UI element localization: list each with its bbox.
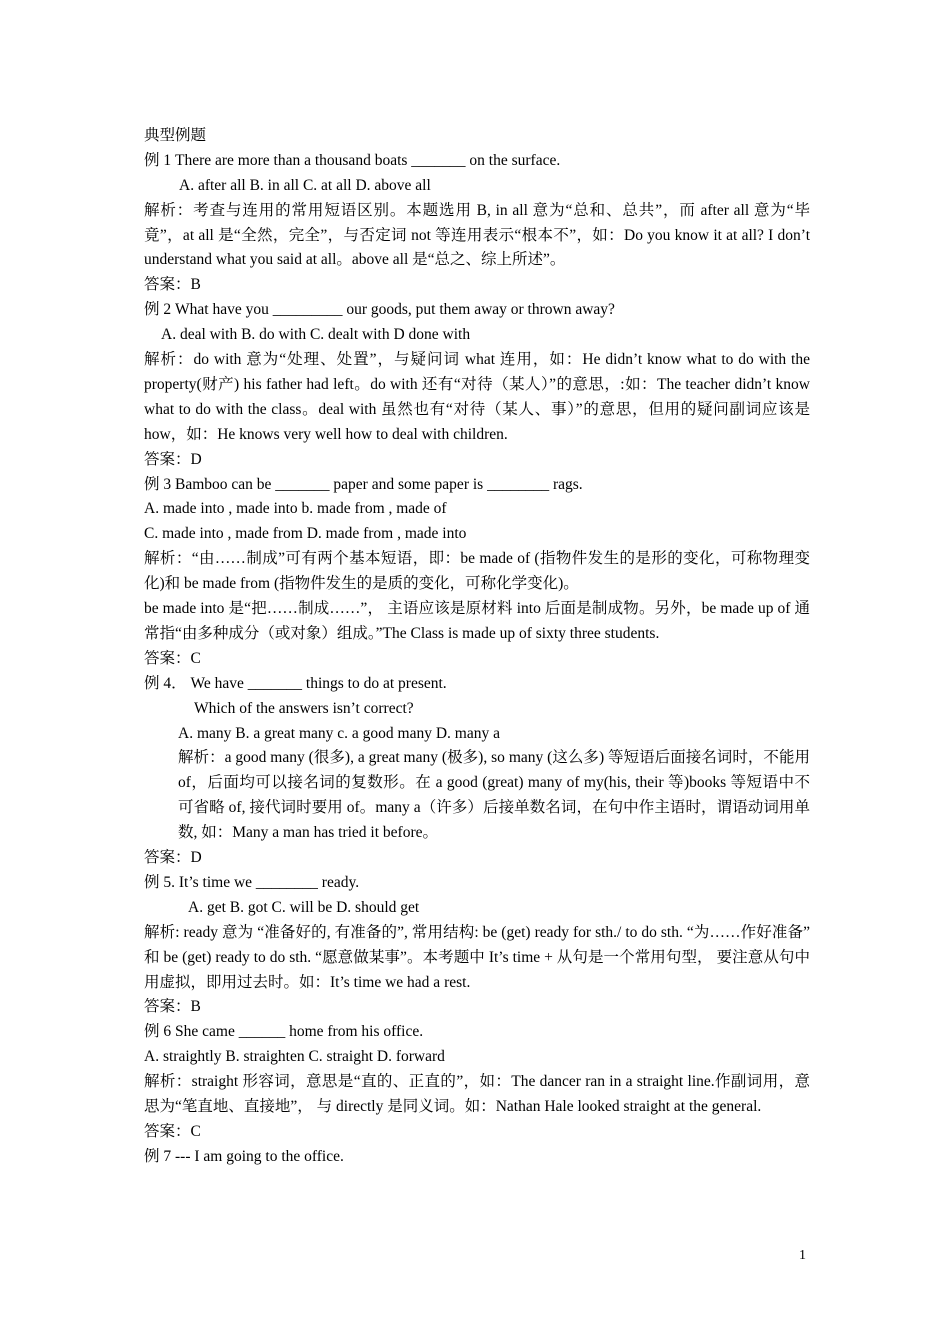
example-1-answer: 答案：B bbox=[144, 276, 201, 294]
example-5-answer: 答案：B bbox=[144, 998, 201, 1016]
example-7-question: 例 7 --- I am going to the office. bbox=[144, 1147, 344, 1165]
example-2-analysis: 解析：do with 意为“处理、处置”，与疑问词 what 连用，如：He didn’t know what to do with the property(财产) his father had left。do with 还有“对待（某人）”的意思，:如：The teacher didn’t know what to do with the class。deal with 虽然也有“对待（某人、事）”的意思，但用的疑问副词应该是 how，如：He knows very well how to deal with children. bbox=[144, 351, 810, 443]
example-2-answer: 答案：D bbox=[144, 450, 202, 468]
example-6-answer: 答案：C bbox=[144, 1122, 201, 1140]
section-heading: 典型例题 bbox=[144, 127, 207, 144]
example-5-options: A. get B. got C. will be D. should get bbox=[188, 898, 420, 916]
example-3-options-line-2: C. made into , made from D. made from , made into bbox=[144, 525, 467, 543]
example-2-question: 例 2 What have you _________ our goods, put them away or thrown away? bbox=[144, 301, 615, 319]
example-1-analysis: 解析：考查与连用的常用短语区别。本题选用 B, in all 意为“总和、总共”，而 after all 意为“毕竟”，at all 是“全然，完全”，与否定词 not 等连用表示“根本不”，如：Do you know it at all? I don’t understand what you said at all。above all 是“总之、综上所述”。 bbox=[144, 201, 810, 269]
example-6-question: 例 6 She came ______ home from his office. bbox=[144, 1023, 424, 1041]
example-5-question: 例 5. It’s time we ________ ready. bbox=[144, 873, 360, 891]
example-4-analysis: 解析：a good many (很多), a great many (极多), so many (这么多) 等短语后面接名词时，不能用 of，后面均可以接名词的复数形。在 a good (great) many of my(his, their 等)books 等短语中不可省略 of, 接代词时要用 of。many a（许多）后接单数名词，在句中作主语时，谓语动词用单数, 如：Many a man has tried it before。 bbox=[178, 749, 810, 842]
example-4-sub-question: Which of the answers isn’t correct? bbox=[194, 699, 414, 717]
example-6-analysis: 解析：straight 形容词，意思是“直的、正直的”，如：The dancer ran in a straight line.作副词用，意思为“笔直地、直接地”， 与 directly 是同义词。如：Nathan Hale looked straight at the general. bbox=[144, 1073, 810, 1116]
example-1-question: 例 1 There are more than a thousand boats _______ on the surface. bbox=[144, 151, 561, 169]
example-3-question: 例 3 Bamboo can be _______ paper and some paper is ________ rags. bbox=[144, 475, 583, 493]
example-5-analysis: 解析: ready 意为 “准备好的, 有准备的”, 常用结构: be (get) ready for sth./ to do sth. “为……作好准备” 和 be (get) ready to do sth. “愿意做某事”。本考题中 It’s time + 从句是一个常用句型， 要注意从句中用虚拟，即用过去时。如：It’s time we had a rest. bbox=[144, 923, 810, 991]
example-3-answer: 答案：C bbox=[144, 649, 201, 667]
example-3-analysis-1: 解析：“由……制成”可有两个基本短语，即：be made of (指物件发生的是形的变化，可称物理变化)和 be made from (指物件发生的是质的变化，可称化学变化)。 bbox=[144, 550, 810, 593]
example-6-options: A. straightly B. straighten C. straight D. forward bbox=[144, 1048, 445, 1066]
example-4-options: A. many B. a great many c. a good many D. many a bbox=[178, 724, 500, 742]
example-4-answer: 答案：D bbox=[144, 849, 202, 867]
example-3-analysis-2: be made into 是“把……制成……”， 主语应该是原材料 into 后面是制成物。另外，be made up of 通常指“由多种成分（或对象）组成。”The Class is made up of sixty three students. bbox=[144, 600, 810, 642]
example-3-options-line-1: A. made into , made into b. made from , made of bbox=[144, 500, 447, 518]
page-number: 1 bbox=[799, 1248, 806, 1263]
example-2-options: A. deal with B. do with C. dealt with D done with bbox=[161, 326, 471, 344]
example-4-question: 例 4． We have _______ things to do at present. bbox=[144, 674, 447, 692]
example-1-options: A. after all B. in all C. at all D. above all bbox=[179, 176, 431, 194]
document-body bbox=[144, 124, 810, 1170]
